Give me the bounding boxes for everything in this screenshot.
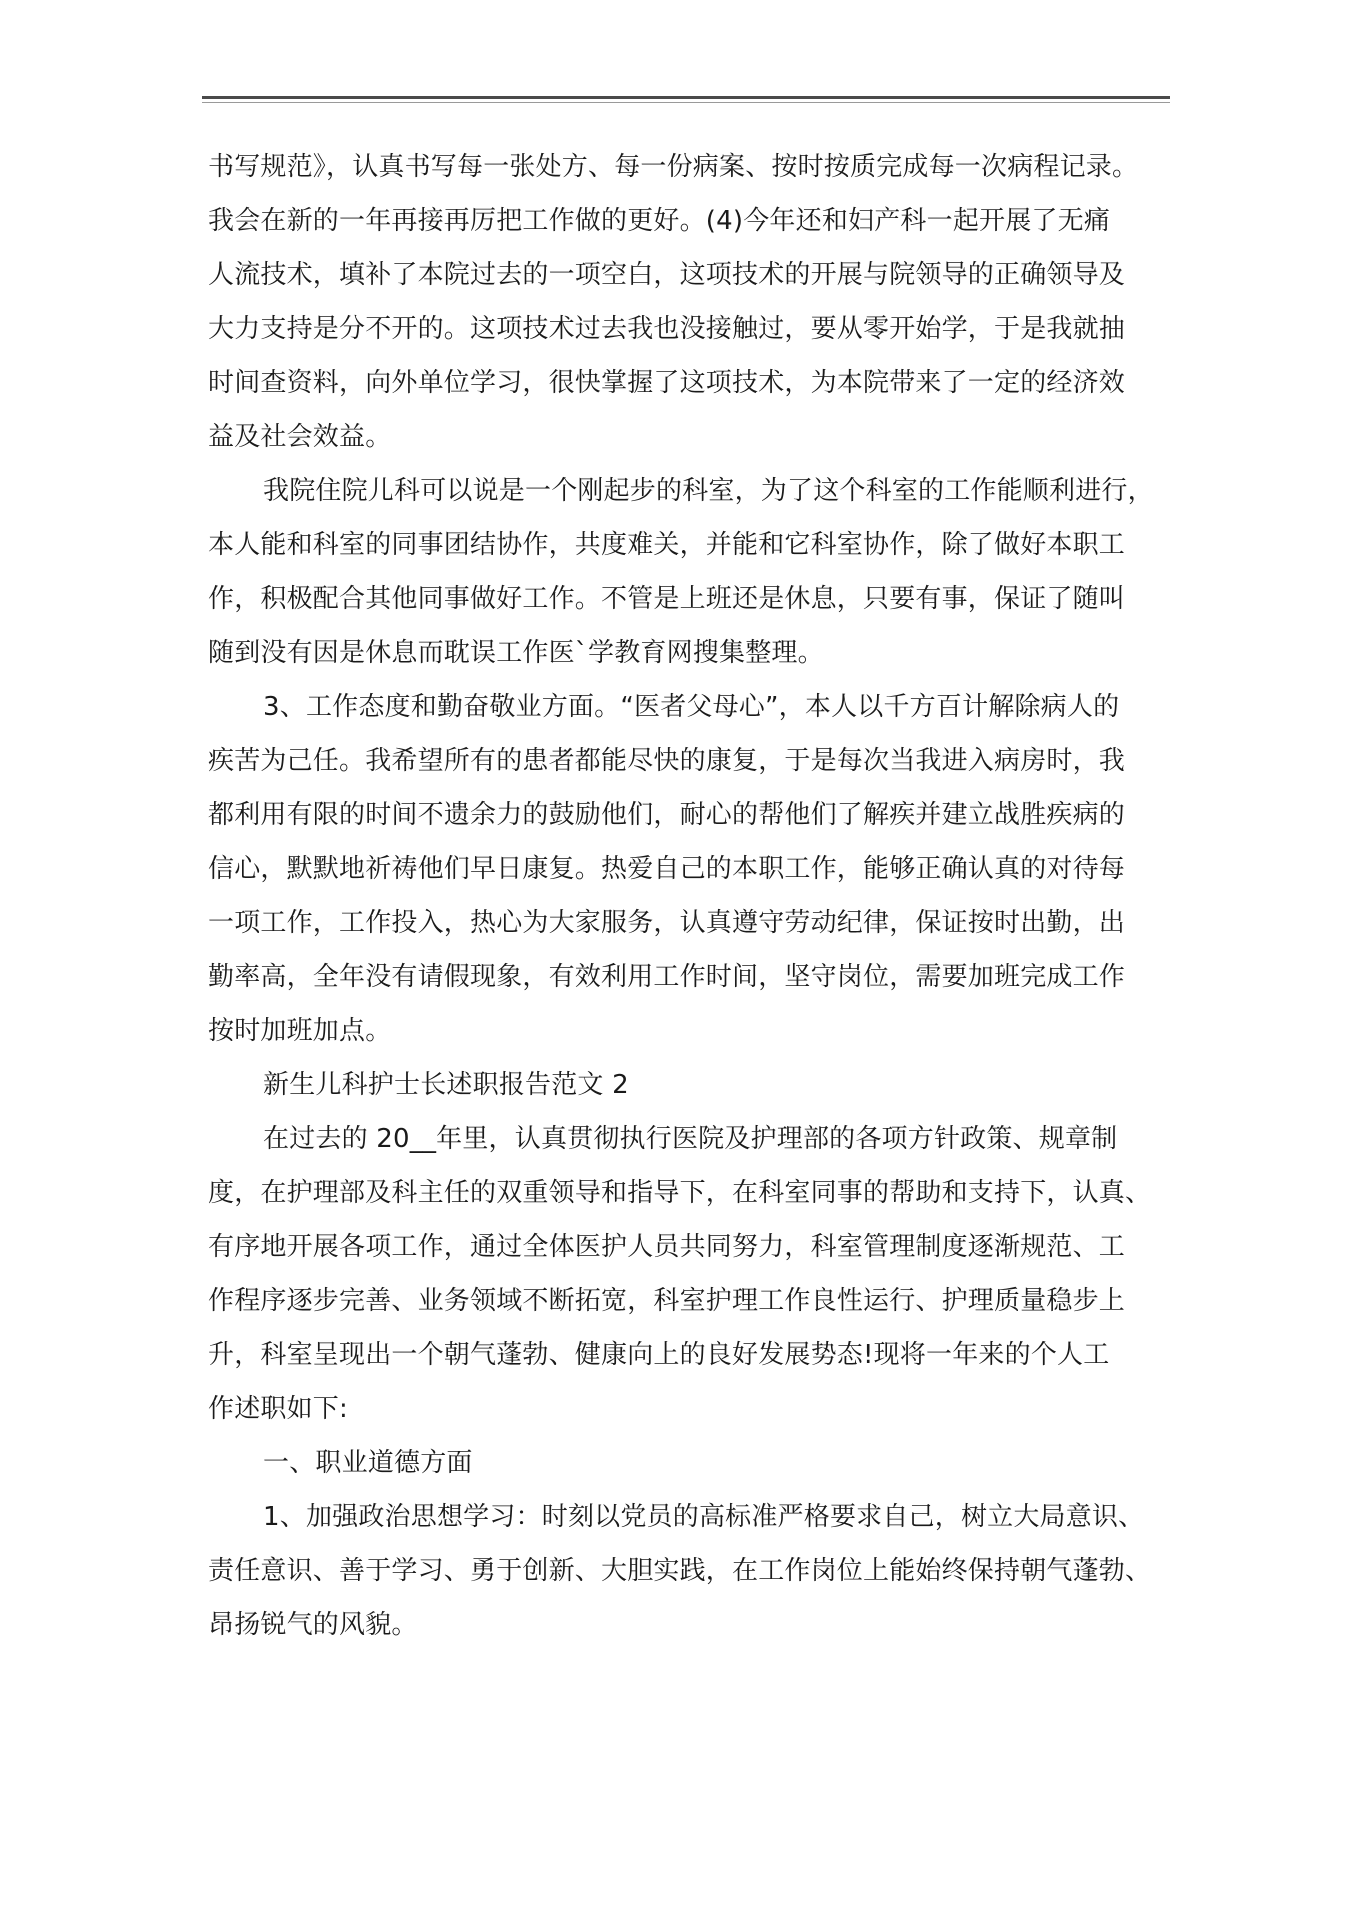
header-rule bbox=[202, 96, 1170, 103]
text-line: 作，积极配合其他同事做好工作。不管是上班还是休息，只要有事，保证了随叫 bbox=[208, 584, 1126, 614]
paragraph-start-line: 在过去的 20__年里，认真贯彻执行医院及护理部的各项方针政策、规章制 bbox=[263, 1124, 1118, 1154]
text-line: 责任意识、善于学习、勇于创新、大胆实践，在工作岗位上能始终保持朝气蓬勃、 bbox=[208, 1556, 1152, 1586]
text-line: 度，在护理部及科主任的双重领导和指导下，在科室同事的帮助和支持下，认真、 bbox=[208, 1178, 1152, 1208]
text-line: 时间查资料，向外单位学习，很快掌握了这项技术，为本院带来了一定的经济效 bbox=[208, 368, 1126, 398]
text-line: 勤率高，全年没有请假现象，有效利用工作时间，坚守岗位，需要加班完成工作 bbox=[208, 962, 1126, 992]
text-line: 按时加班加点。 bbox=[208, 1016, 392, 1046]
text-line: 益及社会效益。 bbox=[208, 422, 392, 452]
paragraph-start-line: 3、工作态度和勤奋敬业方面。“医者父母心”，本人以千方百计解除病人的 bbox=[263, 692, 1120, 722]
text-line: 大力支持是分不开的。这项技术过去我也没接触过，要从零开始学，于是我就抽 bbox=[208, 314, 1126, 344]
text-line: 升，科室呈现出一个朝气蓬勃、健康向上的良好发展势态!现将一年来的个人工 bbox=[208, 1340, 1110, 1370]
text-line: 人流技术，填补了本院过去的一项空白，这项技术的开展与院领导的正确领导及 bbox=[208, 260, 1126, 290]
text-line: 疾苦为己任。我希望所有的患者都能尽快的康复，于是每次当我进入病房时，我 bbox=[208, 746, 1126, 776]
subsection-heading: 一、职业道德方面 bbox=[263, 1448, 473, 1478]
text-line: 都利用有限的时间不遗余力的鼓励他们，耐心的帮他们了解疾并建立战胜疾病的 bbox=[208, 800, 1126, 830]
text-line: 作述职如下: bbox=[208, 1394, 348, 1424]
document-body bbox=[208, 140, 1193, 1652]
text-line: 信心，默默地祈祷他们早日康复。热爱自己的本职工作，能够正确认真的对待每 bbox=[208, 854, 1126, 884]
section-heading: 新生儿科护士长述职报告范文 2 bbox=[263, 1070, 629, 1100]
text-line: 昂扬锐气的风貌。 bbox=[208, 1610, 418, 1640]
text-line: 有序地开展各项工作，通过全体医护人员共同努力，科室管理制度逐渐规范、工 bbox=[208, 1232, 1126, 1262]
text-line: 本人能和科室的同事团结协作，共度难关，并能和它科室协作，除了做好本职工 bbox=[208, 530, 1126, 560]
paragraph-start-line: 我院住院儿科可以说是一个刚起步的科室，为了这个科室的工作能顺利进行， bbox=[263, 476, 1154, 506]
text-line: 随到没有因是休息而耽误工作医`学教育网搜集整理。 bbox=[208, 638, 824, 668]
text-line: 一项工作，工作投入，热心为大家服务，认真遵守劳动纪律，保证按时出勤，出 bbox=[208, 908, 1126, 938]
text-line: 书写规范》，认真书写每一张处方、每一份病案、按时按质完成每一次病程记录。 bbox=[208, 152, 1139, 182]
text-line: 我会在新的一年再接再厉把工作做的更好。(4)今年还和妇产科一起开展了无痛 bbox=[208, 206, 1111, 236]
paragraph-start-line: 1、加强政治思想学习：时刻以党员的高标准严格要求自己，树立大局意识、 bbox=[263, 1502, 1145, 1532]
text-line: 作程序逐步完善、业务领域不断拓宽，科室护理工作良性运行、护理质量稳步上 bbox=[208, 1286, 1126, 1316]
